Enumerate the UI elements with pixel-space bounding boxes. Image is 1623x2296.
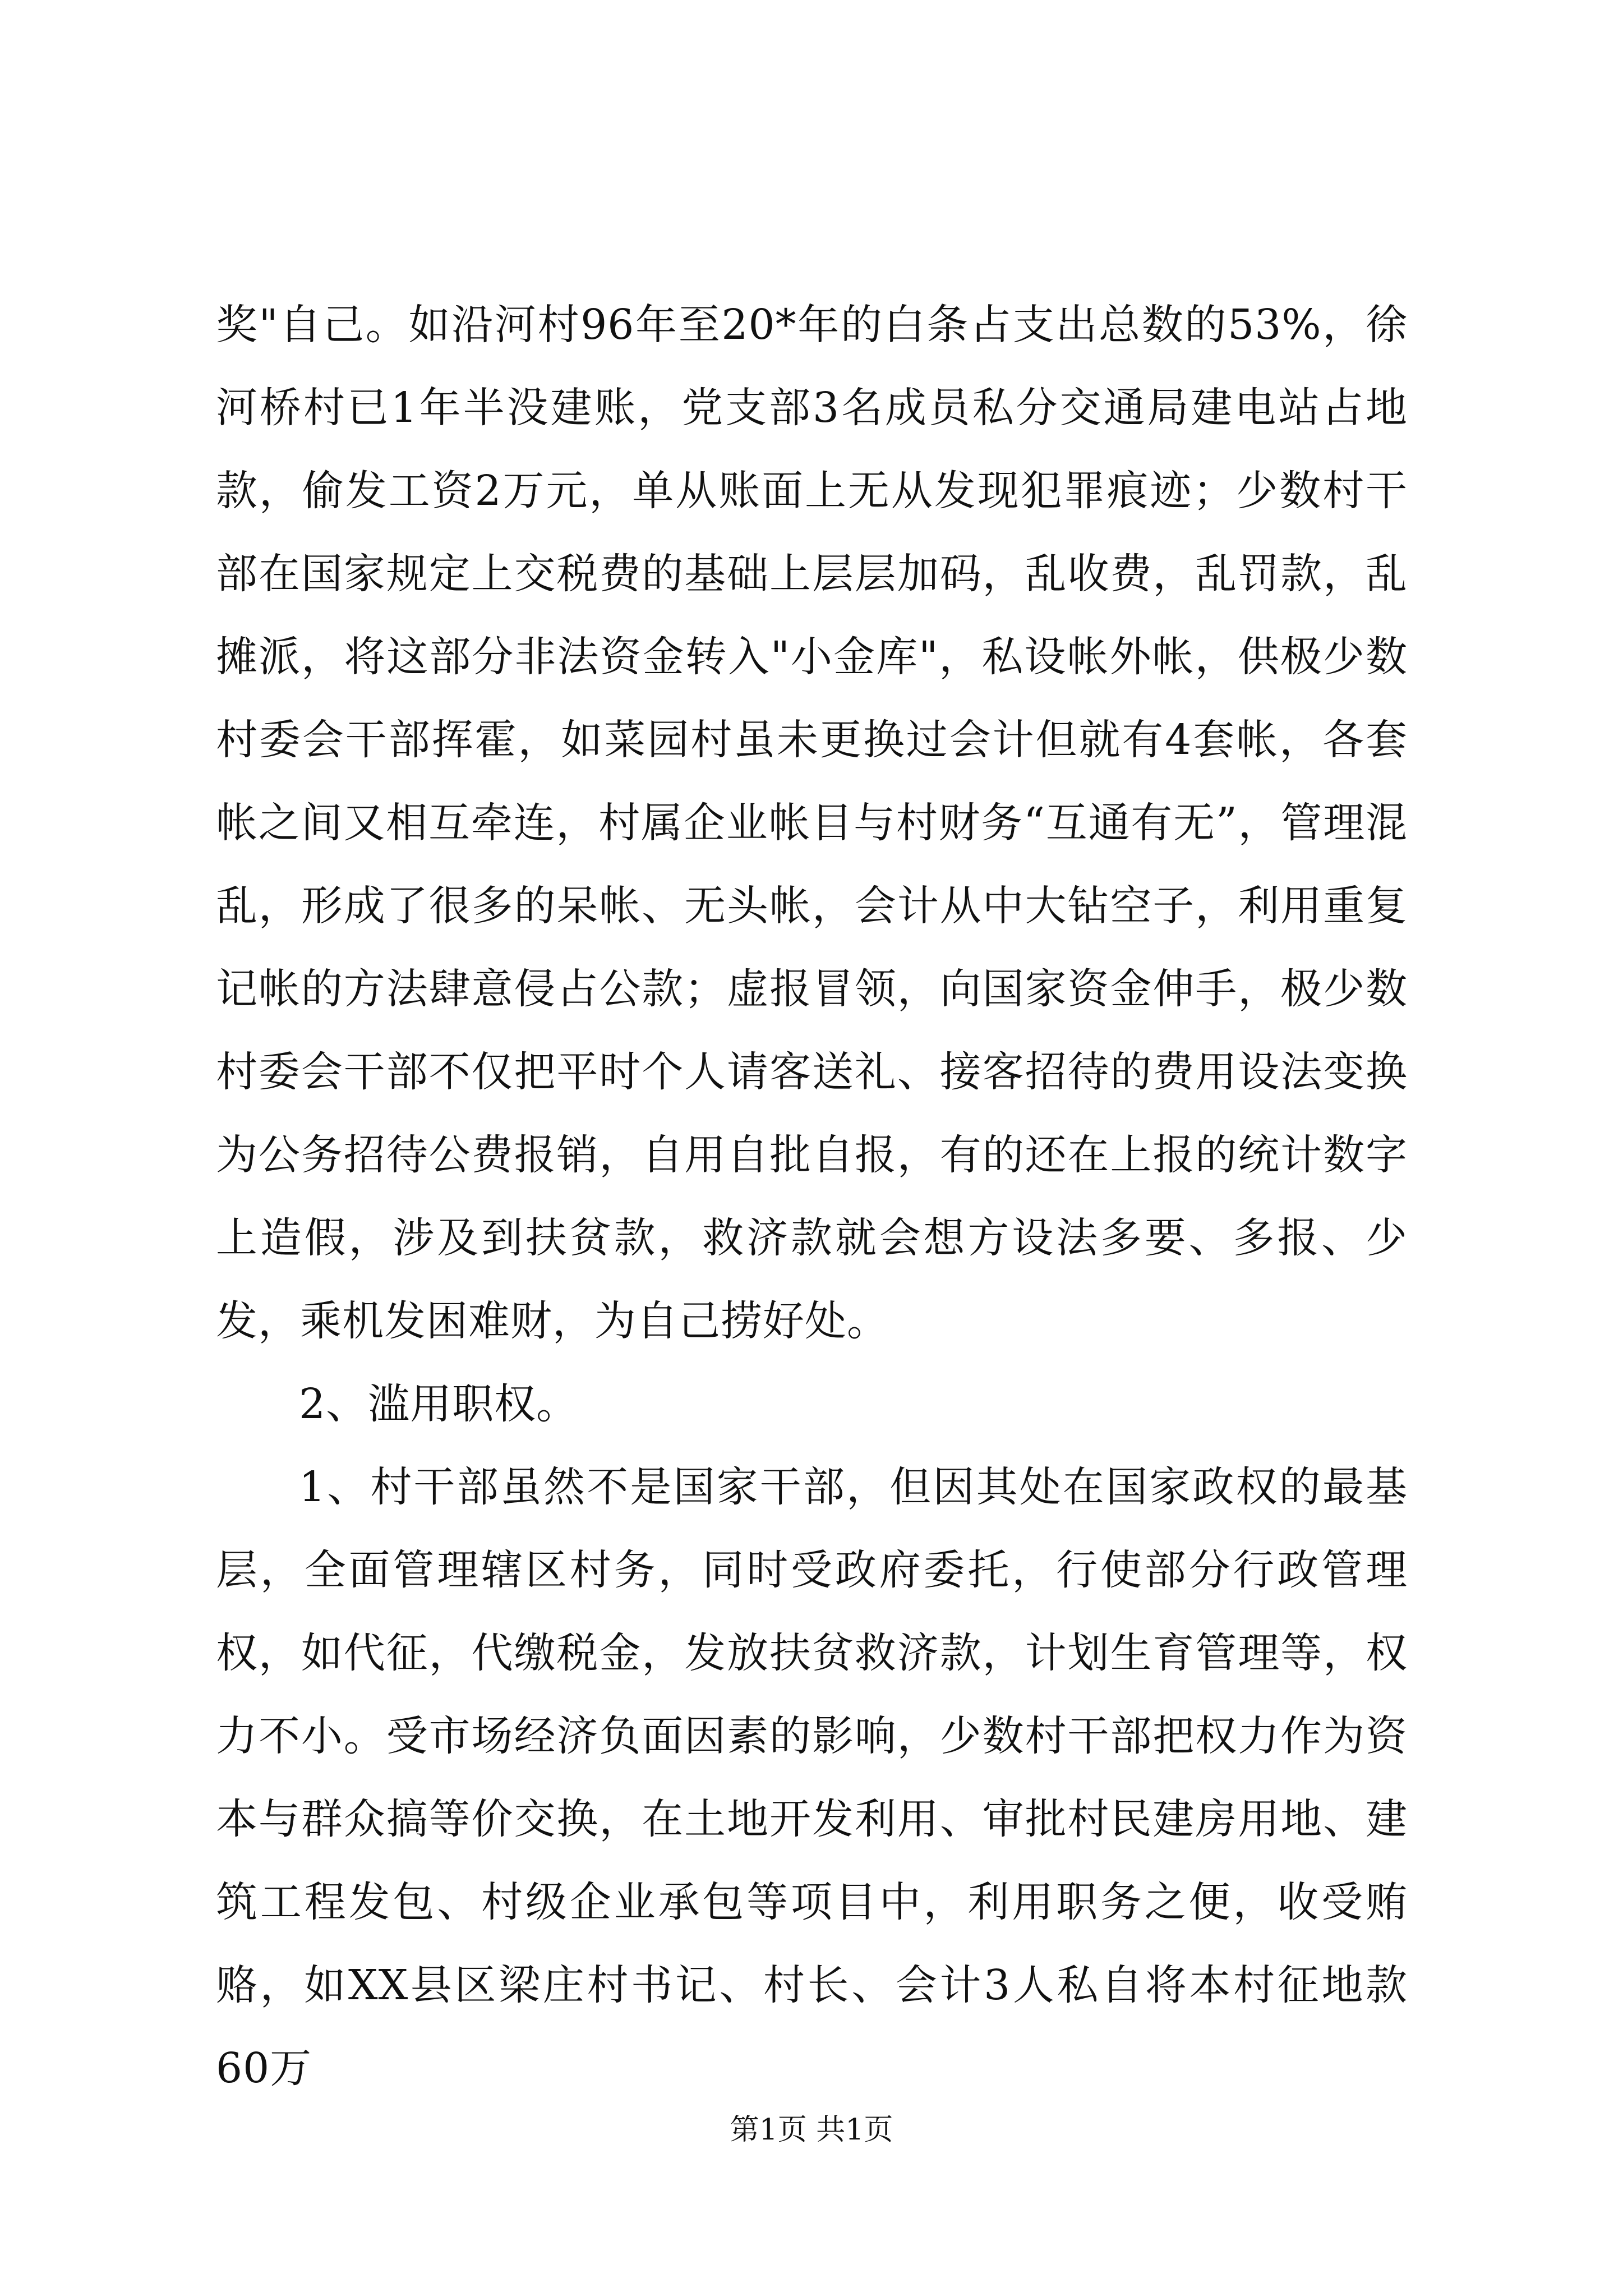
page-footer: 第1页 共1页 — [730, 2113, 893, 2147]
section-heading-abuse-of-power: 2、滥用职权。 — [299, 1380, 579, 1428]
paragraph-continuation: 奖"自己。如沿河村96年至20*年的白条占支出总数的53%，徐河桥村已1年半没建账，党支部3名成员私分交通局建电站占地款，偷发工资2万元，单从账面上无从发现犯罪痕迹；少数村干部在国家规定上交税费的基础上层层加码，乱收费，乱罚款，乱摊派，将这部分非法资金转入"小金库"，私设帐外帐，供极少数村委会干部挥霍，如菜园村虽未更换过会计但就有4套帐，各套帐之间又相互牵连，村属企业帐目与村财务“互通有无”，管理混乱，形成了很多的呆帐、无头帐，会计从中大钻空子，利用重复记帐的方法肆意侵占公款；虚报冒领，向国家资金伸手，极少数村委会干部不仅把平时个人请客送礼、接客招待的费用设法变换为公务招待公费报销，自用自批自报，有的还在上报的统计数字上造假，涉及到扶贫款，救济款就会想方设法多要、多报、少发，乘机发困难财，为自己捞好处。 — [216, 301, 1408, 1345]
document-body — [216, 283, 1408, 2110]
paragraph-village-cadres: 1、村干部虽然不是国家干部，但因其处在国家政权的最基层，全面管理辖区村务，同时受政府委托，行使部分行政管理权，如代征，代缴税金，发放扶贫救济款，计划生育管理等，权力不小。受市场经济负面因素的影响，少数村干部把权力作为资本与群众搞等价交换，在土地开发利用、审批村民建房用地、建筑工程发包、村级企业承包等项目中，利用职务之便，收受贿赂，如XX县区梁庄村书记、村长、会计3人私自将本村征地款60万 — [216, 1463, 1408, 2092]
